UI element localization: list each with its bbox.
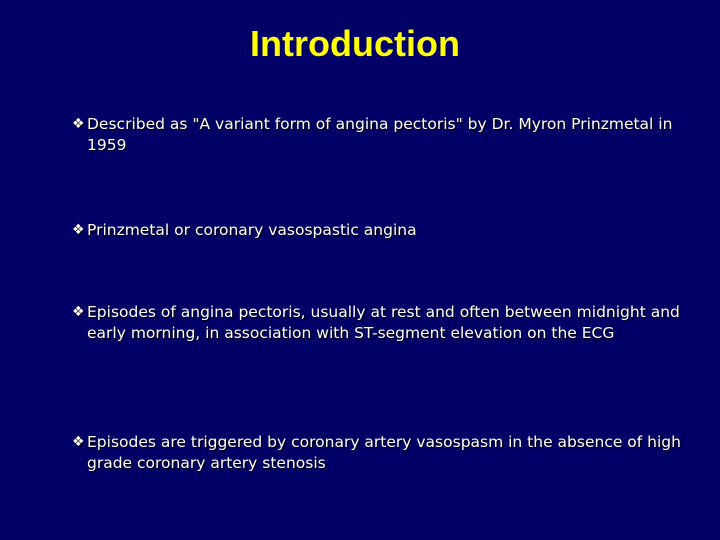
slide-title: Introduction	[250, 23, 460, 64]
diamond-bullet-icon: ❖	[72, 304, 85, 320]
bullet-item	[72, 114, 692, 156]
diamond-bullet-icon: ❖	[72, 116, 85, 132]
bullet-item	[72, 302, 692, 344]
bullet-text: Prinzmetal or coronary vasospastic angina	[87, 221, 417, 239]
bullet-item	[72, 220, 692, 241]
diamond-bullet-icon: ❖	[72, 222, 85, 238]
bullet-text: Described as "A variant form of angina pectoris" by Dr. Myron Prinzmetal in 1959	[87, 115, 673, 154]
bullet-item	[72, 432, 692, 474]
bullet-text: Episodes of angina pectoris, usually at rest and often between midnight and early morning, in association with ST-segment elevation on the ECG	[87, 303, 680, 342]
diamond-bullet-icon: ❖	[72, 434, 85, 450]
bullet-text: Episodes are triggered by coronary artery vasospasm in the absence of high grade coronary artery stenosis	[87, 433, 681, 472]
